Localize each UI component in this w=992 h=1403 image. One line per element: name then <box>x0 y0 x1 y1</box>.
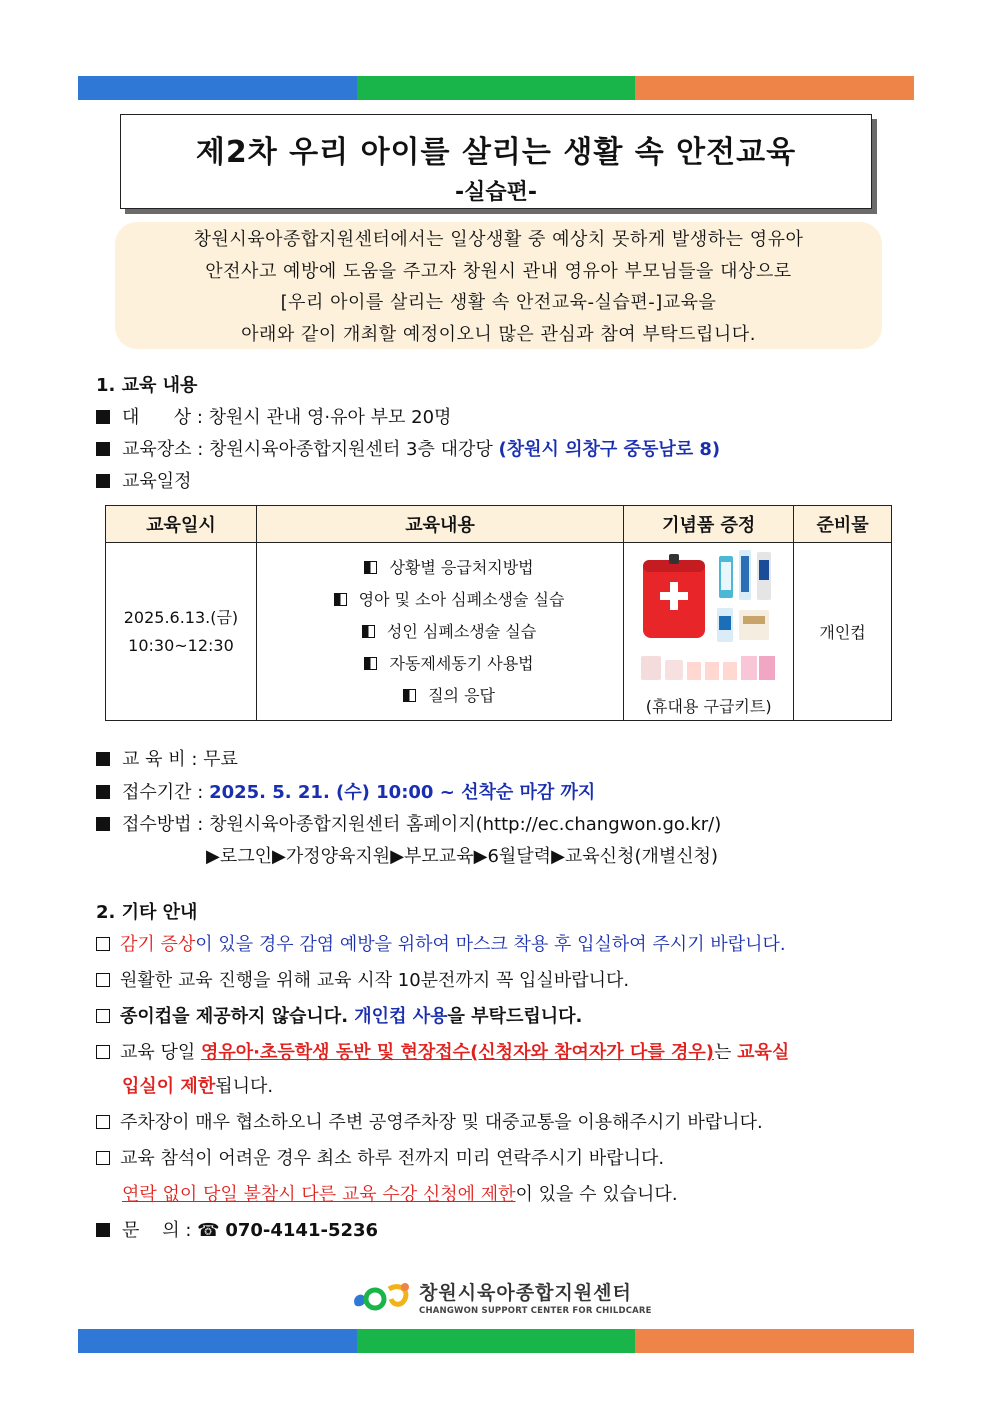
bullet-square-icon <box>96 442 110 456</box>
title-box <box>120 114 872 209</box>
edu-time: 10:30~12:30 <box>128 635 234 655</box>
content-item: 질의 응답 <box>275 680 623 712</box>
bullet-square-icon <box>96 474 110 488</box>
content-item: 성인 심폐소생술 실습 <box>275 616 623 648</box>
cell-supplies: 개인컵 <box>794 543 892 721</box>
bottom-color-stripe <box>78 1329 914 1353</box>
stripe-orange <box>635 76 914 100</box>
target-label: 대 상 : <box>122 407 209 428</box>
contact-line <box>96 1216 378 1242</box>
bullet-square-icon <box>96 410 110 424</box>
target-value: 창원시 관내 영·유아 부모 20명 <box>208 407 452 428</box>
notice-2: 원활한 교육 진행을 위해 교육 시작 10분전까지 꼭 입실바랍니다. <box>96 966 629 992</box>
checkbox-square-icon <box>96 1009 110 1023</box>
notice-3: 종이컵을 제공하지 않습니다. 개인컵 사용을 부탁드립니다. <box>96 1002 582 1028</box>
table-row <box>106 543 892 721</box>
content-item: 상황별 응급처지방법 <box>275 552 623 584</box>
stripe-blue <box>78 1329 357 1353</box>
half-square-bullet-icon <box>334 593 347 606</box>
checkbox-square-icon <box>96 1151 110 1165</box>
schedule-table <box>105 505 892 721</box>
edu-date: 2025.6.13.(금) <box>123 607 239 627</box>
intro-box <box>115 222 882 349</box>
place-label: 교육장소 : <box>122 439 210 460</box>
stripe-green <box>357 1329 636 1353</box>
stripe-green <box>357 76 636 100</box>
schedule-label: 교육일정 <box>122 471 192 492</box>
content-item: 자동제세동기 사용법 <box>275 648 623 680</box>
org-logo <box>349 1278 652 1316</box>
method-label: 접수방법 : <box>122 814 210 835</box>
half-square-bullet-icon <box>364 561 377 574</box>
fee-value: 무료 <box>203 749 238 770</box>
cell-datetime <box>106 543 257 721</box>
fee-line <box>96 745 238 771</box>
intro-line: 창원시육아종합지원센터에서는 일상생활 중 예상치 못하게 발생하는 영유아 <box>193 229 804 250</box>
checkbox-square-icon <box>96 973 110 987</box>
contact-label: 문 의 : <box>122 1220 198 1241</box>
org-logo-icon <box>349 1279 413 1315</box>
arrow-right-icon: ▶ <box>390 846 405 867</box>
org-logo-name: 창원시육아종합지원센터 <box>419 1282 632 1304</box>
header-content: 교육내용 <box>256 506 623 543</box>
checkbox-square-icon <box>96 1115 110 1129</box>
half-square-bullet-icon <box>362 625 375 638</box>
notice-5: 주차장이 매우 협소하오니 주변 공영주차장 및 대중교통을 이용해주시기 바랍니다. <box>96 1108 763 1134</box>
first-aid-kit-image <box>639 546 779 686</box>
period-line <box>96 778 595 804</box>
cell-gift <box>624 543 794 721</box>
half-square-bullet-icon <box>364 657 377 670</box>
bullet-square-icon <box>96 1223 110 1237</box>
method-line <box>96 810 721 836</box>
stripe-blue <box>78 76 357 100</box>
arrow-right-icon: ▶ <box>551 846 565 867</box>
header-supplies: 준비물 <box>794 506 892 543</box>
header-gift: 기념품 증정 <box>624 506 794 543</box>
intro-line: [우리 아이를 살리는 생활 속 안전교육-실습편-]교육을 <box>280 292 717 313</box>
method-path: ▶로그인▶가정양육지원▶부모교육▶6월달력▶교육신청(개별신청) <box>206 846 719 867</box>
cell-content <box>256 543 623 721</box>
bullet-square-icon <box>96 785 110 799</box>
place-value: 창원시육아종합지원센터 3층 대강당 <box>209 439 499 460</box>
arrow-right-icon: ▶ <box>272 846 286 867</box>
intro-line: 아래와 같이 개최할 예정이오니 많은 관심과 참여 부탁드립니다. <box>241 323 756 345</box>
fee-label: 교 육 비 : <box>122 749 204 770</box>
period-value: 2025. 5. 21. (수) 10:00 ~ 선착순 마감 까지 <box>209 782 596 803</box>
content-item: 영아 및 소아 심폐소생술 실습 <box>275 584 623 616</box>
checkbox-square-icon <box>96 937 110 951</box>
schedule-line <box>96 467 192 493</box>
place-line <box>96 435 720 461</box>
phone-icon: ☎ <box>197 1220 220 1241</box>
arrow-right-icon: ▶ <box>206 846 220 867</box>
stripe-orange <box>635 1329 914 1353</box>
period-label: 접수기간 : <box>122 782 210 803</box>
notice-1: 감기 증상이 있을 경우 감염 예방을 위하여 마스크 착용 후 입실하여 주시기 바랍니다. <box>96 930 786 956</box>
org-logo-name-en: CHANGWON SUPPORT CENTER FOR CHILDCARE <box>419 1306 652 1316</box>
page-title: 제2차 우리 아이를 살리는 생활 속 안전교육 <box>195 135 797 170</box>
half-square-bullet-icon <box>403 689 416 702</box>
bullet-square-icon <box>96 752 110 766</box>
page-subtitle: -실습편- <box>454 180 538 205</box>
method-value: 창원시육아종합지원센터 홈페이지(http://ec.changwon.go.kr/) <box>209 814 722 835</box>
place-address: (창원시 의창구 중동남로 8) <box>498 439 721 460</box>
target-line <box>96 403 451 429</box>
top-color-stripe <box>78 76 914 100</box>
bullet-square-icon <box>96 817 110 831</box>
notice-4: 교육 당일 영유아·초등학생 동반 및 현장접수(신청자와 참여자가 다를 경우)는 교육실 <box>96 1038 789 1064</box>
section2-title: 2. 기타 안내 <box>96 902 198 923</box>
header-datetime: 교육일시 <box>106 506 257 543</box>
notice-4-cont: 입실이 제한됩니다. <box>122 1076 274 1097</box>
notice-6-cont: 연락 없이 당일 불참시 다른 교육 수강 신청에 제한이 있을 수 있습니다. <box>122 1184 678 1205</box>
contact-phone: 070-4141-5236 <box>225 1220 379 1241</box>
section1-title: 1. 교육 내용 <box>96 375 198 396</box>
intro-line: 안전사고 예방에 도움을 주고자 창원시 관내 영유아 부모님들을 대상으로 <box>205 260 792 282</box>
checkbox-square-icon <box>96 1045 110 1059</box>
arrow-right-icon: ▶ <box>473 846 488 867</box>
gift-caption: (휴대용 구급키트) <box>645 697 772 716</box>
table-header-row <box>106 506 892 543</box>
notice-6: 교육 참석이 어려운 경우 최소 하루 전까지 미리 연락주시기 바랍니다. <box>96 1144 664 1170</box>
